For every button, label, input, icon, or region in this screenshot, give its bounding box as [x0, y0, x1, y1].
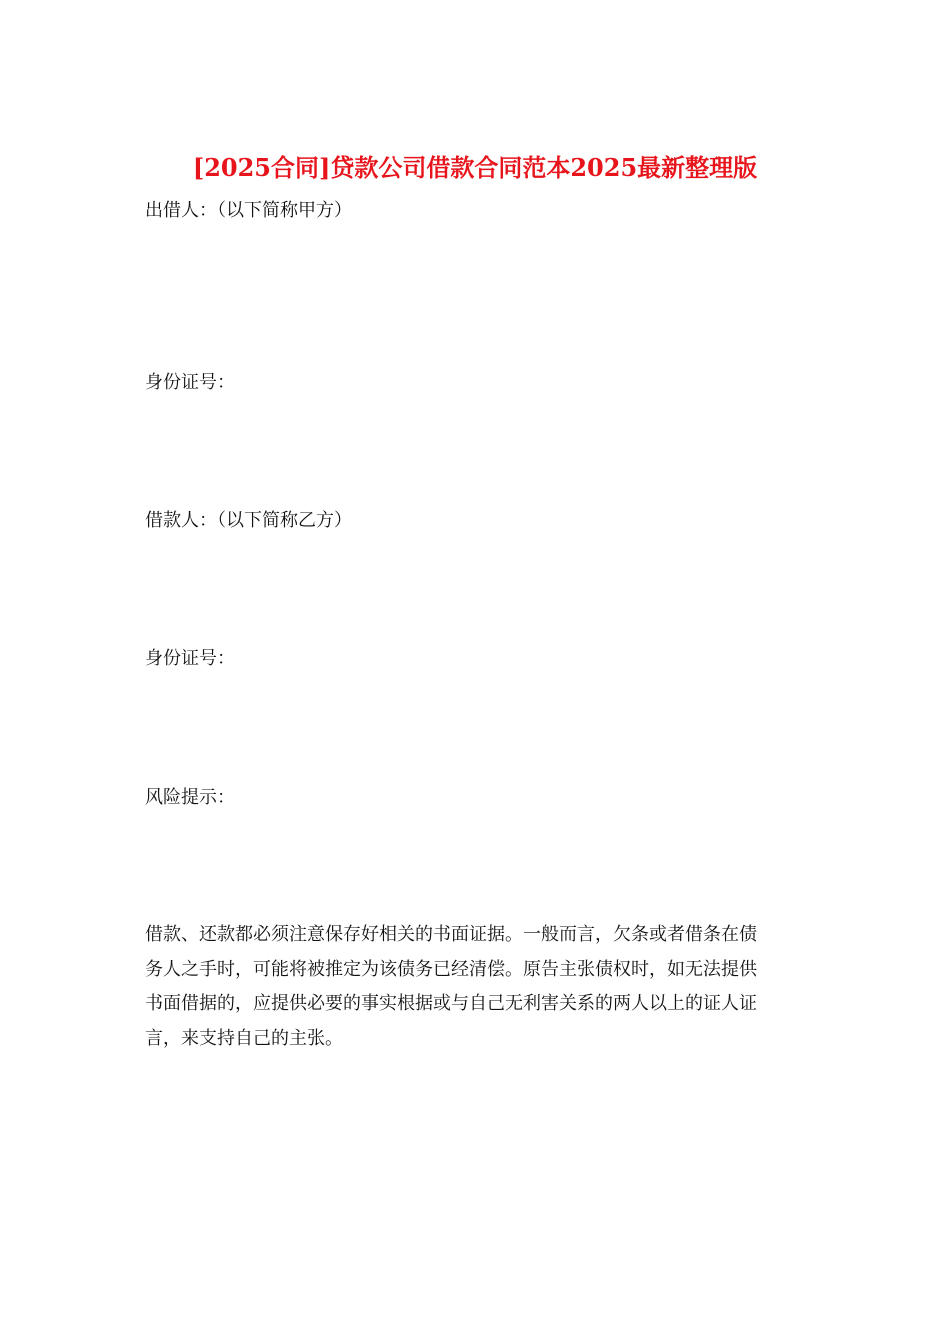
lender-line: 出借人：（以下简称甲方）: [145, 200, 352, 221]
risk-paragraph-line: 书面借据的，应提供必要的事实根据或与自己无利害关系的两人以上的证人证: [145, 993, 757, 1014]
risk-paragraph-line: 务人之手时，可能将被推定为该债务已经清偿。原告主张债权时，如无法提供: [145, 958, 757, 980]
lender-id-line: 身份证号：: [145, 372, 235, 393]
risk-paragraph-line: 借款、还款都必须注意保存好相关的书面证据。一般而言，欠条或者借条在债: [145, 924, 757, 945]
document-title: [2025合同]贷款公司借款合同范本2025最新整理版: [192, 153, 758, 182]
borrower-id-line: 身份证号：: [145, 648, 235, 669]
risk-paragraph-line: 言，来支持自己的主张。: [145, 1027, 343, 1049]
risk-heading: 风险提示：: [145, 787, 235, 808]
borrower-line: 借款人：（以下简称乙方）: [145, 510, 352, 531]
risk-paragraph: [145, 918, 805, 1056]
